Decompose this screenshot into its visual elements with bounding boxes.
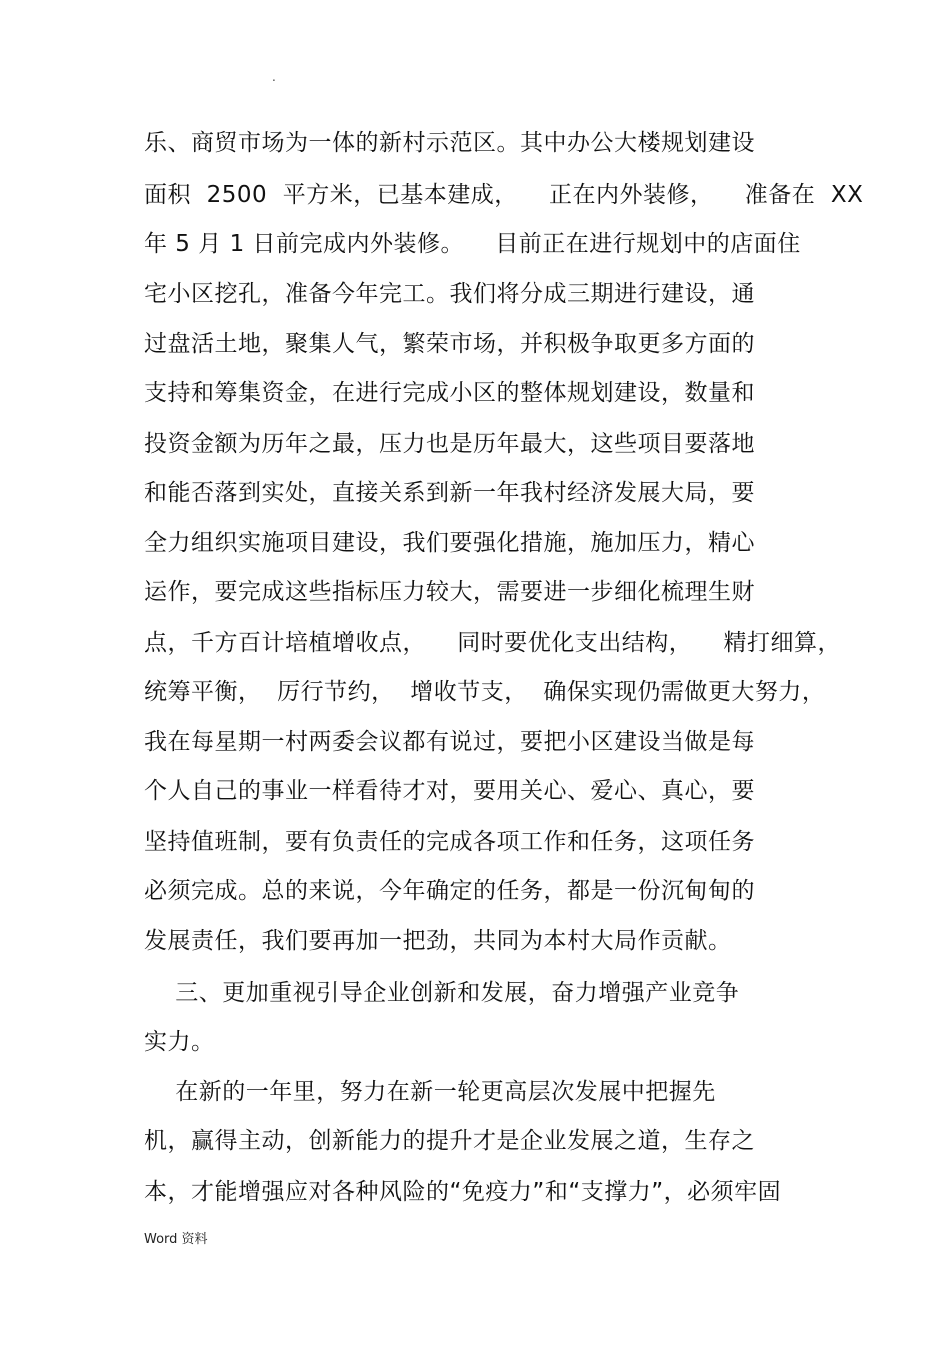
body-line-5: 过盘活土地，聚集人气，繁荣市场，并积极争取更多方面的: [144, 331, 755, 357]
header-mark: .: [272, 70, 276, 84]
body-line-11: 点，千方百计培植增收点， 同时要优化支出结构， 精打细算，: [144, 630, 841, 656]
body-line-13: 我在每星期一村两委会议都有说过，要把小区建设当做是每: [144, 729, 755, 755]
body-line-21: 机，赢得主动，创新能力的提升才是企业发展之道，生存之: [144, 1128, 755, 1154]
body-line-10: 运作，要完成这些指标压力较大，需要进一步细化梳理生财: [144, 579, 755, 605]
body-line-1: 乐、商贸市场为一体的新村示范区。其中办公大楼规划建设: [144, 130, 755, 156]
body-line-16: 必须完成。总的来说，今年确定的任务，都是一份沉甸甸的: [144, 878, 755, 904]
body-line-14: 个人自己的事业一样看待才对，要用关心、爱心、真心，要: [144, 778, 755, 804]
body-line-17: 发展责任，我们要再加一把劲，共同为本村大局作贡献。: [144, 928, 732, 954]
body-line-2: 面积 2500 平方米，已基本建成， 正在内外装修， 准备在 XX: [144, 182, 864, 208]
body-line-9: 全力组织实施项目建设，我们要强化措施，施加压力，精心: [144, 530, 755, 556]
footer-label: Word 资料: [144, 1232, 208, 1247]
body-line-6: 支持和筹集资金，在进行完成小区的整体规划建设，数量和: [144, 380, 755, 406]
body-line-12: 统筹平衡， 厉行节约， 增收节支， 确保实现仍需做更大努力，: [144, 679, 826, 705]
body-line-7: 投资金额为历年之最，压力也是历年最大，这些项目要落地: [144, 431, 755, 457]
body-line-20: 在新的一年里，努力在新一轮更高层次发展中把握先: [144, 1079, 716, 1105]
body-line-22: 本，才能增强应对各种风险的“免疫力”和“支撑力”，必须牢固: [144, 1179, 782, 1205]
body-line-8: 和能否落到实处，直接关系到新一年我村经济发展大局，要: [144, 480, 755, 506]
body-line-3: 年 5 月 1 日前完成内外装修。 目前正在进行规划中的店面住: [144, 231, 801, 257]
body-line-15: 坚持值班制，要有负责任的完成各项工作和任务，这项任务: [144, 829, 755, 855]
body-line-4: 宅小区挖孔，准备今年完工。我们将分成三期进行建设，通: [144, 281, 755, 307]
section-heading: 三、更加重视引导企业创新和发展，奋力增强产业竞争: [144, 980, 740, 1006]
section-heading-cont: 实力。: [144, 1029, 215, 1055]
